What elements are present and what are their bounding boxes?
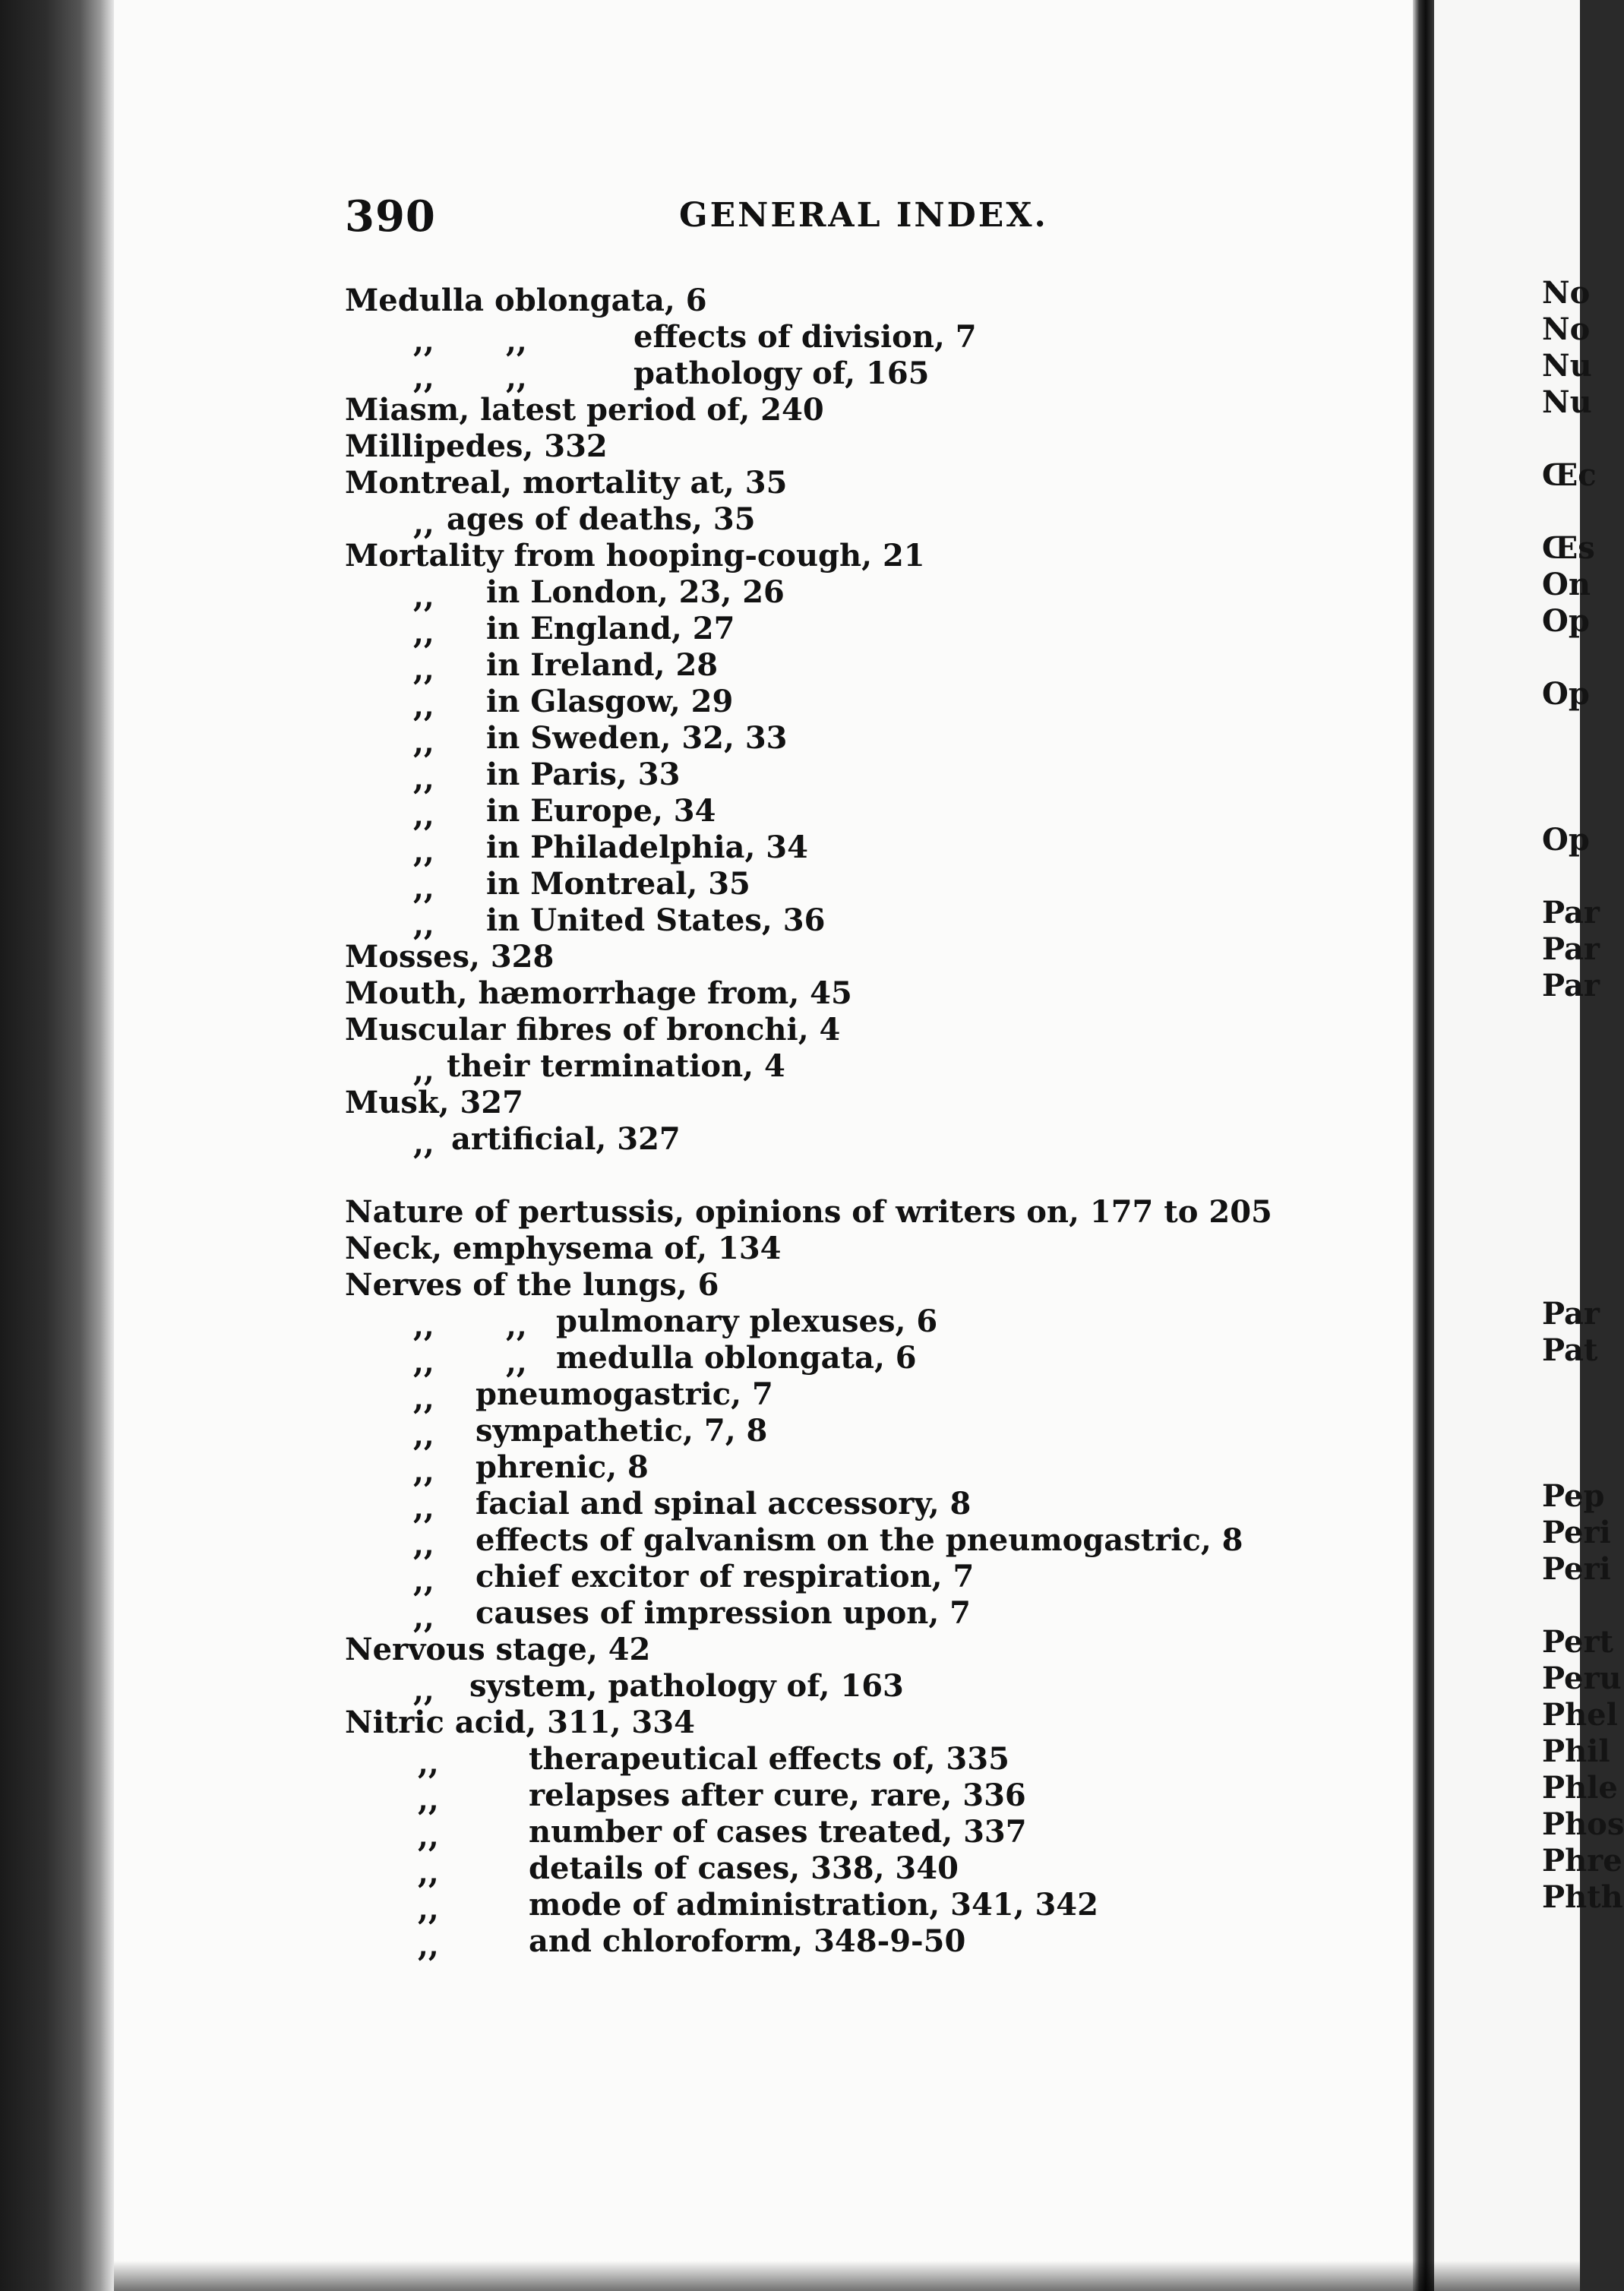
book-spine-shadow: [0, 0, 114, 2291]
blank-line: [345, 1158, 1393, 1194]
ditto-mark: ,,: [506, 324, 527, 359]
ditto-mark: ,,: [413, 1308, 434, 1344]
index-entry: [345, 1705, 1393, 1741]
ditto-mark: ,,: [413, 1490, 434, 1526]
facing-page-fragment: No: [1542, 311, 1591, 347]
index-entry: [345, 1522, 1393, 1563]
facing-page-fragments: [1542, 0, 1624, 2291]
index-entry: [345, 392, 1393, 428]
index-entry: [345, 1778, 1393, 1818]
index-entry-text: causes of impression upon, 7: [476, 1595, 972, 1631]
index-entries: [345, 283, 1393, 1964]
index-entry-text: in London, 23, 26: [486, 574, 785, 610]
facing-page-fragment: Peri: [1542, 1515, 1611, 1550]
facing-page-fragment: Œs: [1542, 530, 1595, 566]
index-entry-text: medulla oblongata, 6: [556, 1340, 917, 1376]
index-entry-text: system, pathology of, 163: [469, 1668, 904, 1704]
index-entry-text: facial and spinal accessory, 8: [476, 1486, 972, 1522]
facing-page-fragment: Op: [1542, 676, 1590, 712]
ditto-mark: ,,: [418, 1855, 439, 1891]
index-entry: [345, 611, 1393, 651]
ditto-mark: ,,: [413, 360, 434, 396]
index-entry-text: Miasm, latest period of, 240: [345, 392, 824, 428]
facing-page-fragment: Par: [1542, 968, 1600, 1003]
index-entry-text: effects of galvanism on the pneumogastric, 8: [476, 1522, 1243, 1558]
index-entry: [345, 902, 1393, 943]
index-entry: [345, 1012, 1393, 1048]
facing-page-fragment: Pat: [1542, 1332, 1598, 1368]
index-entry-text: sympathetic, 7, 8: [476, 1413, 768, 1449]
index-entry: [345, 1668, 1393, 1708]
index-entry: [345, 793, 1393, 833]
index-entry-text: Nerves of the lungs, 6: [345, 1267, 719, 1303]
index-entry: [345, 1048, 1393, 1089]
ditto-mark: ,,: [413, 1600, 434, 1635]
facing-page-fragment: Phil: [1542, 1733, 1610, 1769]
ditto-mark: ,,: [418, 1819, 439, 1854]
index-entry: [345, 1413, 1393, 1453]
index-entry-text: effects of division, 7: [633, 319, 977, 355]
index-entry: [345, 465, 1393, 501]
index-entry-text: in Sweden, 32, 33: [486, 720, 788, 756]
index-entry-text: relapses after cure, rare, 336: [529, 1778, 1026, 1813]
facing-page-fragment: No: [1542, 275, 1591, 311]
index-entry: [345, 428, 1393, 465]
page-bottom-shadow: [114, 2261, 1580, 2291]
ditto-mark: ,,: [413, 798, 434, 833]
index-entry: [345, 1449, 1393, 1490]
index-entry-text: in England, 27: [486, 611, 735, 646]
index-entry-text: in Paris, 33: [486, 757, 681, 792]
index-entry: [345, 1486, 1393, 1526]
facing-page-fragment: Peru: [1542, 1661, 1622, 1696]
running-head-title: GENERAL INDEX.: [679, 196, 1048, 235]
index-entry: [345, 1376, 1393, 1417]
facing-page-fragment: Par: [1542, 895, 1600, 931]
ditto-mark: ,,: [413, 688, 434, 724]
index-entry: [345, 720, 1393, 760]
ditto-mark: ,,: [413, 761, 434, 797]
ditto-mark: ,,: [413, 907, 434, 943]
index-entry: [345, 1887, 1393, 1927]
facing-page-fragment: Nu: [1542, 384, 1592, 420]
index-entry: [345, 319, 1393, 359]
index-entry-text: Millipedes, 332: [345, 428, 608, 464]
index-entry: [345, 283, 1393, 319]
index-entry-text: number of cases treated, 337: [529, 1814, 1027, 1850]
index-entry: [345, 1194, 1393, 1231]
ditto-mark: ,,: [413, 506, 434, 542]
page-gutter: [1413, 0, 1434, 2291]
index-entry: [345, 1595, 1393, 1635]
index-entry: [345, 1632, 1393, 1668]
facing-page-fragment: On: [1542, 567, 1591, 602]
index-entry: [345, 1850, 1393, 1891]
ditto-mark: ,,: [413, 1454, 434, 1490]
ditto-mark: ,,: [413, 1527, 434, 1563]
index-entry-text: pneumogastric, 7: [476, 1376, 773, 1412]
index-entry: [345, 1267, 1393, 1304]
index-entry-text: in Ireland, 28: [486, 647, 719, 683]
facing-page-fragment: Œc: [1542, 457, 1597, 493]
facing-page-fragment: Phle: [1542, 1770, 1618, 1806]
index-entry-text: Nervous stage, 42: [345, 1632, 651, 1667]
index-entry: [345, 1814, 1393, 1854]
ditto-mark: ,,: [418, 1746, 439, 1781]
index-entry-text: Mosses, 328: [345, 939, 554, 975]
ditto-mark: ,,: [413, 615, 434, 651]
index-entry-text: therapeutical effects of, 335: [529, 1741, 1009, 1777]
ditto-mark: ,,: [506, 1345, 527, 1380]
index-entry-text: in Glasgow, 29: [486, 684, 734, 719]
ditto-mark: ,,: [418, 1891, 439, 1927]
facing-page-fragment: Par: [1542, 1296, 1600, 1332]
index-entry: [345, 1741, 1393, 1781]
index-entry: [345, 1231, 1393, 1267]
index-entry: [345, 830, 1393, 870]
facing-page-fragment: Phth: [1542, 1879, 1623, 1915]
ditto-mark: ,,: [413, 834, 434, 870]
index-entry-text: phrenic, 8: [476, 1449, 649, 1485]
index-entry: [345, 1304, 1393, 1344]
index-entry: [345, 1121, 1393, 1161]
ditto-mark: ,,: [413, 324, 434, 359]
index-entry: [345, 1085, 1393, 1121]
index-entry: [345, 1340, 1393, 1380]
ditto-mark: ,,: [418, 1928, 439, 1964]
facing-page-fragment: Pert: [1542, 1624, 1614, 1660]
index-entry-text: their termination, 4: [447, 1048, 785, 1084]
index-entry-text: Musk, 327: [345, 1085, 523, 1120]
facing-page-fragment: Par: [1542, 931, 1600, 967]
index-entry: [345, 356, 1393, 396]
ditto-mark: ,,: [413, 1053, 434, 1089]
index-entry-text: Mouth, hæmorrhage from, 45: [345, 975, 852, 1011]
facing-page-fragment: Phel: [1542, 1697, 1618, 1733]
ditto-mark: ,,: [413, 1673, 434, 1708]
index-entry-text: mode of administration, 341, 342: [529, 1887, 1098, 1923]
facing-page-fragment: Nu: [1542, 348, 1592, 384]
index-entry: [345, 757, 1393, 797]
index-entry-text: and chloroform, 348-9-50: [529, 1923, 966, 1959]
ditto-mark: ,,: [506, 360, 527, 396]
ditto-mark: ,,: [506, 1308, 527, 1344]
index-entry-text: Nitric acid, 311, 334: [345, 1705, 695, 1740]
ditto-mark: ,,: [413, 1381, 434, 1417]
index-entry: [345, 1559, 1393, 1599]
index-entry: [345, 647, 1393, 687]
page-number: 390: [345, 191, 436, 242]
index-entry-text: pathology of, 165: [633, 356, 930, 391]
index-entry-text: chief excitor of respiration, 7: [476, 1559, 975, 1594]
index-entry-text: Medulla oblongata, 6: [345, 283, 707, 318]
facing-page-fragment: Pep: [1542, 1478, 1605, 1514]
index-entry: [345, 538, 1393, 574]
ditto-mark: ,,: [413, 725, 434, 760]
index-entry: [345, 866, 1393, 906]
index-entry: [345, 975, 1393, 1012]
ditto-mark: ,,: [418, 1782, 439, 1818]
facing-page-fragment: Op: [1542, 603, 1590, 639]
index-entry-text: in United States, 36: [486, 902, 826, 938]
index-entry-text: pulmonary plexuses, 6: [556, 1304, 938, 1339]
index-entry-text: details of cases, 338, 340: [529, 1850, 959, 1886]
index-entry-text: Neck, emphysema of, 134: [345, 1231, 782, 1266]
ditto-mark: ,,: [413, 652, 434, 687]
index-entry-text: Muscular fibres of bronchi, 4: [345, 1012, 841, 1048]
index-entry-text: Nature of pertussis, opinions of writers on, 177 to 205: [345, 1194, 1272, 1230]
index-entry-text: ages of deaths, 35: [447, 501, 756, 537]
index-entry: [345, 684, 1393, 724]
facing-page-fragment: Op: [1542, 822, 1590, 858]
index-entry-text: Mortality from hooping-cough, 21: [345, 538, 925, 574]
ditto-mark: ,,: [413, 1563, 434, 1599]
facing-page-fragment: Peri: [1542, 1551, 1611, 1587]
facing-page-fragment: Phre: [1542, 1843, 1622, 1879]
index-entry-text: in Europe, 34: [486, 793, 716, 829]
index-entry-text: artificial, 327: [451, 1121, 681, 1157]
index-entry: [345, 1923, 1393, 1964]
ditto-mark: ,,: [413, 1417, 434, 1453]
ditto-mark: ,,: [413, 871, 434, 906]
index-entry: [345, 574, 1393, 615]
ditto-mark: ,,: [413, 579, 434, 615]
index-entry: [345, 939, 1393, 975]
index-entry: [345, 501, 1393, 542]
running-head: [345, 191, 1408, 240]
ditto-mark: ,,: [413, 1126, 434, 1161]
index-entry-text: Montreal, mortality at, 35: [345, 465, 788, 501]
index-entry-text: in Montreal, 35: [486, 866, 750, 902]
ditto-mark: ,,: [413, 1345, 434, 1380]
index-entry-text: in Philadelphia, 34: [486, 830, 808, 865]
facing-page-fragment: Phos: [1542, 1806, 1624, 1842]
